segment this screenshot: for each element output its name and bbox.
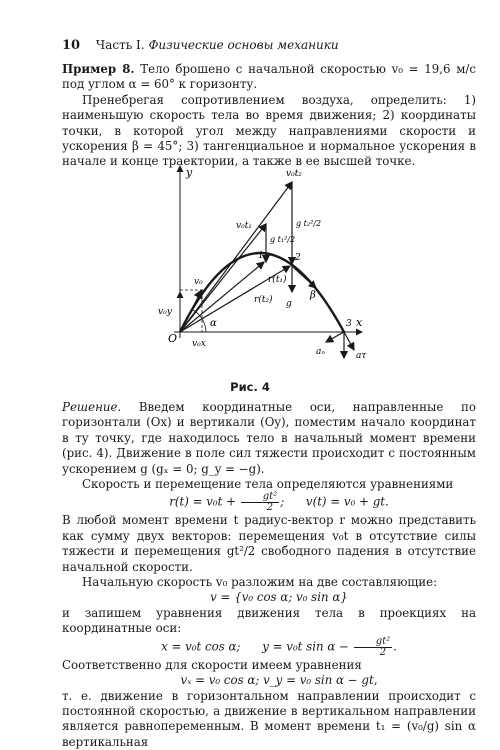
eq3-fraction (354, 637, 392, 658)
equation-1: r(t) = v₀t + $\frac{\text{gt²}}{2}$ ; v(t) = v₀ + gt. (62, 492, 476, 513)
atau-vector (344, 332, 354, 350)
label-gt1: g t₁²/2 (270, 235, 295, 244)
label-point1: 1 (258, 251, 264, 261)
example-statement-text: Тело брошено с начальной скоростью v₀ = 19,6 м/с под углом α = 60° к горизонту. (62, 62, 476, 91)
eq1-numerator: gt² (241, 492, 279, 503)
label-r-t2: r(t₂) (254, 294, 273, 305)
eq1-denominator: 2 (241, 503, 279, 513)
label-y: y (185, 166, 193, 179)
eq3-part-b: y = v₀t sin α − (262, 639, 349, 653)
trajectory-curve (180, 253, 344, 332)
label-r-t1: r(t₁) (268, 274, 287, 285)
label-v0t1: v₀t₁ (236, 221, 252, 231)
label-v0y: v₀y (158, 307, 173, 317)
solution-label: Решение. (62, 400, 121, 414)
label-v0: v₀ (194, 277, 203, 287)
solution-p2: Скорость и перемещение тела определяются уравнениями (62, 477, 476, 492)
chapter-title: Физические основы механики (148, 38, 338, 52)
example-question: Пренебрегая сопротивлением воздуха, определить: 1) наименьшую скорость тела во время движения; 2) координаты точки, в которой угол между направлениями скорости и ускорения β = 45°; 3) тангенциальное и нормальное ускорения в начале и конце траектории, а также в ее высшей точке. (62, 93, 476, 170)
solution-p7: т. е. движение в горизонтальном направлении происходит с постоянной скоростью, а движение в вертикальном направлении является равнопеременным. В момент времени t₁ = (v₀/g) sin α вертикальная (62, 689, 476, 750)
equation-4: vₓ = v₀ cos α; v_y = v₀ sin α − gt, (62, 673, 476, 688)
page-number: 10 (62, 38, 80, 53)
solution-p6: Соответственно для скорости имеем уравнения (62, 658, 476, 673)
solution-p1-text: Введем координатные оси, направленные по горизонтали (Ox) и вертикали (Oy), поместим начало координат в ту точку, где находилось тело в начальный момент времени (рис. 4). Движение в поле сил тяжести происходит с постоянным ускорением g (gₓ = 0; g_y = −g). (62, 400, 476, 476)
solution-p5: и запишем уравнения движения тела в проекциях на координатные оси: (62, 606, 476, 637)
label-x: x (356, 316, 363, 329)
trajectory-figure (140, 160, 390, 370)
eq1-part-b: v(t) = v₀ + gt. (306, 495, 389, 509)
label-alpha: α (210, 318, 217, 329)
equation-3: x = v₀t cos α; y = v₀t sin α − $\frac{\text{gt²}}{2}$ . (62, 637, 476, 658)
chapter-label: Часть I. (96, 38, 145, 52)
label-an: aₙ (316, 347, 325, 357)
label-v0x: v₀x (192, 339, 206, 349)
eq3-denominator: 2 (354, 648, 392, 658)
label-point2: 2 (294, 253, 301, 263)
solution-p4: Начальную скорость v₀ разложим на две составляющие: (62, 575, 476, 590)
label-origin: O (168, 332, 177, 345)
label-v0t2: v₀t₂ (286, 169, 302, 179)
figure-caption: Рис. 4 (0, 380, 500, 394)
running-head (62, 38, 482, 53)
example-block (62, 62, 476, 170)
solution-p3: В любой момент времени t радиус-вектор r можно представить как сумму двух векторов: перемещения v₀t в отсутствие силы тяжести и перемещения gt²/2 свободного падения в отсутствие начальной скорости. (62, 513, 476, 575)
an-vector (326, 332, 344, 342)
label-g: g (286, 299, 292, 309)
example-label: Пример 8. (62, 62, 135, 76)
label-gt2: g t₂²/2 (296, 219, 321, 228)
example-statement (62, 62, 476, 93)
label-beta: β (309, 290, 316, 301)
v0t2-vector (180, 182, 292, 332)
eq1-part-a: r(t) = v₀t + (169, 495, 236, 509)
solution-block (62, 400, 476, 750)
label-atau: aτ (356, 351, 367, 361)
label-point3: 3 (346, 319, 352, 329)
eq3-part-a: x = v₀t cos α; (161, 639, 240, 653)
eq3-numerator: gt² (354, 637, 392, 648)
velocity-point2 (292, 266, 316, 288)
equation-2: v = {v₀ cos α; v₀ sin α} (62, 590, 476, 605)
eq1-fraction (241, 492, 279, 513)
solution-p1 (62, 400, 476, 477)
v0t1-vector (180, 224, 266, 332)
r-t1-vector (180, 262, 264, 332)
